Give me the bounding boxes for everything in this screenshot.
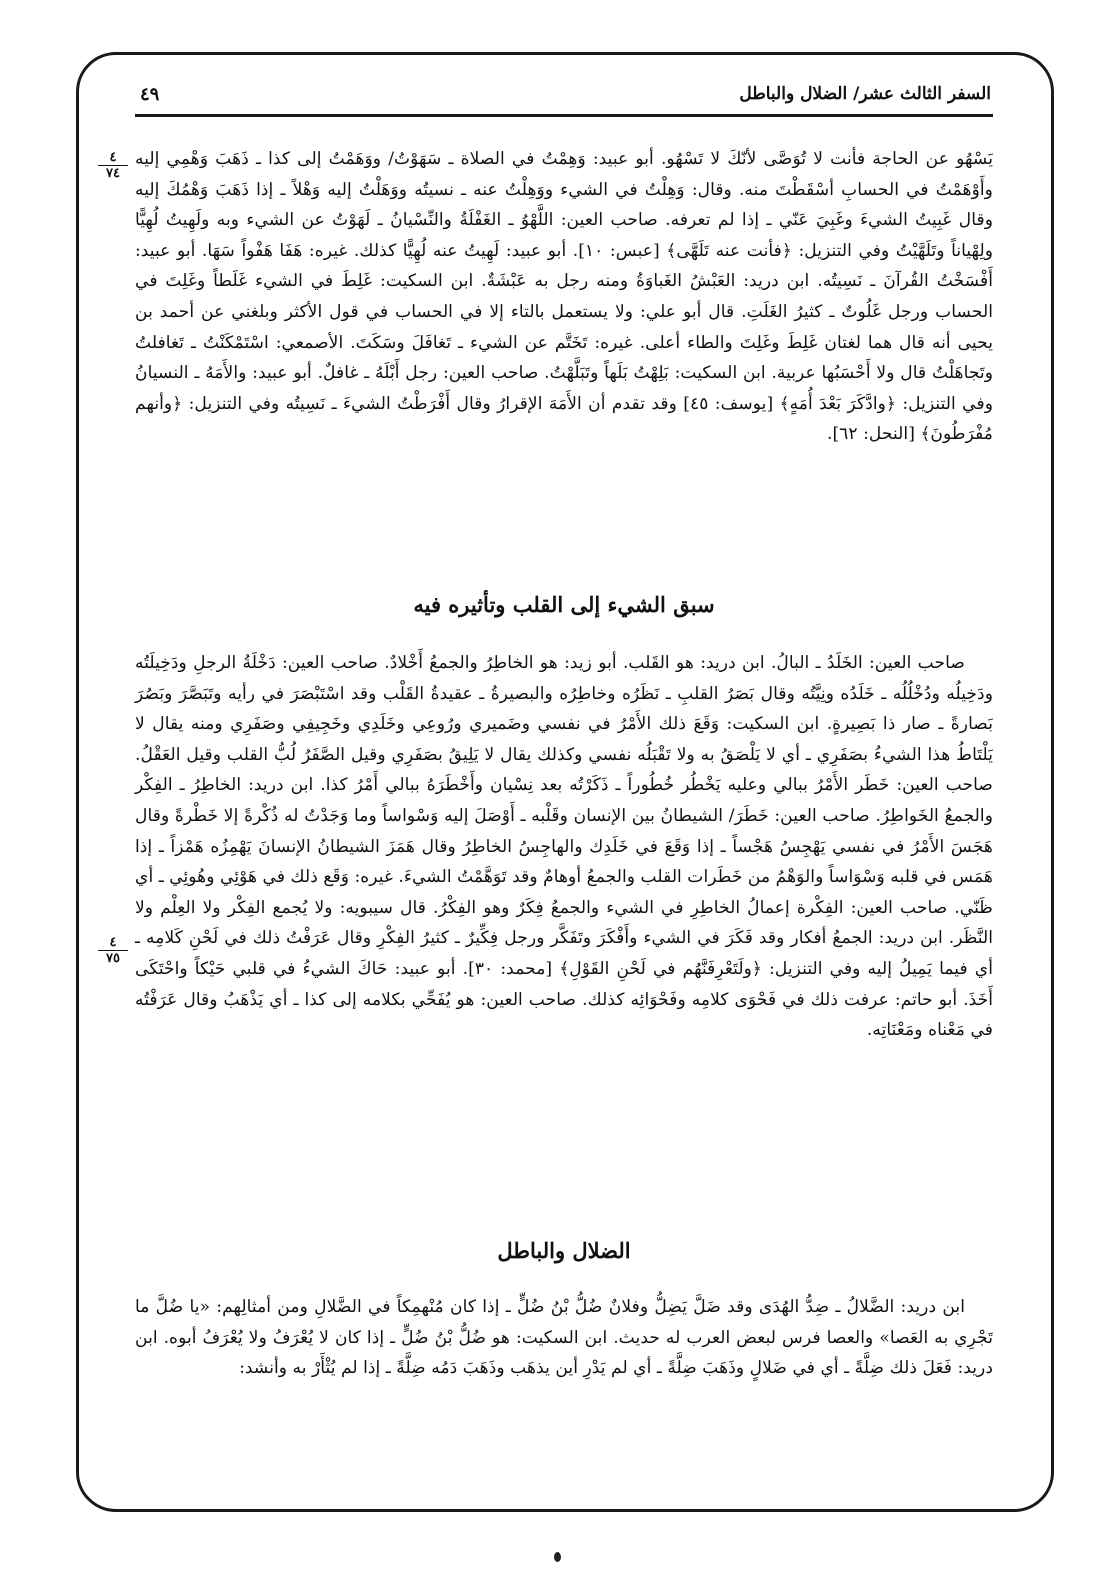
section-heading-1: سبق الشيء إلى القلب وتأثيره فيه	[413, 592, 715, 617]
margin-ref-1-num: ٤	[109, 150, 117, 165]
margin-reference-1	[98, 150, 128, 181]
margin-reference-2	[98, 935, 128, 966]
paragraph-text: يَسْهُو عن الحاجة فأنت لا تُوَصَّى لأنّكَ لا تَسْهُو. أبو عبيد: وَهِمْتُ في الصلاة ـ سَهَوْتُ/ ووَهَمْتُ إلى كذا ـ ذَهَبَ وَهْمِي إليه وأَوْهَمْتُ في الحسابِ أسْقَطْتَ منه. وقال: وَهِلْتُ في الشيء ووَهِلْتُ عنه ـ نسيتُه ووَهَلْتُ إليه وَهْلاً ـ إذا ذَهَبَ وَهْمُكَ إليه وقال غَبِيتُ الشيءَ وغَبِيَ عَنّي ـ إذا لم تعرفه. صاحب العين: اللَّهْوُ ـ الغَفْلَةُ والنِّسْيانُ ـ لَهَوْتُ عن الشيء وبه ولَهِيتُ لُهِيًّا ولِهْياناً وتَلَهَّيْتُ وفي التنزيل: ﴿فأنت عنه تَلَهَّى﴾ [عبس: ١٠]. أبو عبيد: لَهِيتُ عنه لُهِيًّا كذلك. غيره: هَفَا هَفْواً سَهَا. أبو عبيد: أَفْسَخْتُ القُرآنَ ـ نَسِيتُه. ابن دريد: العَبْشُ الغَباوَةُ ومنه رجل به عَبْشَةٌ. ابن السكيت: غَلِطَ في الشيء غَلَطاً وغَلِتَ في الحساب ورجل غَلُوتٌ ـ كثيرُ الغَلَتِ. قال أبو علي: ولا يستعمل بالتاء إلا في الحساب في قول الأكثر وبلغني عن أحمد بن يحيى أنه قال هما لغتان غَلِطَ وغَلِتَ والطاء أعلى. غيره: تَخَتَّم عن الشيء ـ تَغافَلَ وسَكَتَ. الأصمعي: اسْتَمْكَنْتُ ـ تَغافلتُ وتَجاهَلْتُ قال ولا أَحْسَبُها عربية. ابن السكيت: بَلِهْتُ بَلَهاً وتَبَلَّهْتُ. صاحب العين: رجل أَبْلَهُ ـ غافلٌ. أبو عبيد: والأَمَهُ ـ النسيانُ وفي التنزيل: ﴿وادَّكَرَ بَعْدَ أُمَهٍ﴾ [يوسف: ٤٥] وقد تقدم أن الأَمَهَ الإقرارُ وقال أَفْرَطْتُ الشيءَ ـ نَسِيتُه وفي التنزيل: ﴿وأنهم مُفْرَطُونَ﴾ [النحل: ٦٢].	[135, 149, 994, 445]
ink-mark	[554, 1552, 561, 1562]
header-rule	[135, 114, 993, 117]
paragraph-text: صاحب العين: الخَلَدُ ـ البالُ. ابن دريد: هو القَلب. أبو زيد: هو الخاطِرُ والجمعُ أَخْلادٌ. صاحب العين: دَخْلَةُ الرجلِ ودَخِيلَتُه ودَخِيلُه ودُخْلُلُه ـ خَلَدُه ونِيَّتُه وقال بَصَرُ القلبِ ـ نَظَرُه وخاطِرُه والبصيرةُ ـ عقيدةُ القَلْب وقد اسْتَبْصَرَ في رأيه وتَبَصَّرَ وبَصُرَ بَصارةً ـ صار ذا بَصِيرةٍ. ابن السكيت: وَقَعَ ذلك الأَمْرُ في نفسي وضَميري ورُوعِي وخَلَدِي وخَجِيفِي وصَفَرِي ومنه يقال لا يَلْتَاطُ هذا الشيءُ بصَفَرِي ـ أي لا يَلْصَقُ به ولا تَقْبَلُه نفسي وكذلك يقال لا يَلِيقُ بصَفَرِي وقيل الصَّفَرُ لُبُّ القلب وقيل العَقْلُ. صاحب العين: خَطَر الأَمْرُ ببالي وعليه يَخْطُر خُطُوراً ـ ذَكَرْتُه بعد نِسْيان وأَخْطَرَهُ ببالي أَمْرُ كذا. ابن دريد: الخاطِرُ ـ الفِكْر والجمعُ الخَواطِرُ. صاحب العين: خَطَرَ/ الشيطانُ بين الإنسان وقَلْبه ـ أَوْصَلَ إليه وَسْواساً وما وَجَدْتُ له ذُكْرةً إلا خَطْرةً وقال هَجَسَ الأَمْرُ في نفسي يَهْجِسُ هَجْساً ـ إذا وَقَعَ في خَلَدِك والهاجِسُ الخاطِرُ وقال هَمَزَ الشيطانُ الإنسانَ يَهْمِزُه هَمْزاً ـ إذا هَمَس في قلبه وَسْوَاساً والوَهْمُ من خَطَرات القلب والجمعُ أوهامٌ وقد تَوَهَّمْتُ الشيءَ. غيره: وَقَع ذلك في هَوْئِي وهُوئِي ـ أي ظَنّي. صاحب العين: الفِكْرة إعمالُ الخاطِرِ في الشيء والجمعُ فِكَرٌ وهو الفِكْرُ. قال سيبويه: ولا يُجمع الفِكْر ولا العِلْم ولا النَّظَر. ابن دريد: الجمعُ أفكار وقد فَكَرَ في الشيء وأَفْكَرَ وتَفَكَّر ورجل فِكِّيرٌ ـ كثيرُ الفِكْرِ وقال عَرَفْتُ ذلك في لَحْنِ كَلامِه ـ أي فيما يَمِيلُ إليه وفي التنزيل: ﴿ولَتَعْرِفَنَّهُم في لَحْنِ القَوْلِ﴾ [محمد: ٣٠]. أبو عبيد: حَاكَ الشيءُ في قلبي حَيْكاً واحْتَكَى أَخَذَ. أبو حاتم: عرفت ذلك في فَحْوَى كلامِه وفَحْوَائِه كذلك. صاحب العين: هو يُفَحِّي بكلامه إلى كذا ـ أي يَذْهَبُ وقال عَرَفْتُه في مَعْناه ومَعْنَاتِه.	[135, 653, 993, 1041]
section-2-body	[135, 1292, 993, 1384]
margin-ref-1-den: ٧٤	[98, 165, 128, 181]
margin-ref-2-den: ٧٥	[98, 950, 128, 966]
section-heading-2: الضلال والباطل	[497, 1238, 631, 1263]
page-number: ٤٩	[140, 84, 160, 105]
top-paragraph	[135, 144, 993, 450]
running-title: السفر الثالث عشر/ الضلال والباطل	[739, 84, 991, 104]
section-1-body	[135, 648, 993, 1046]
margin-ref-2-num: ٤	[109, 935, 117, 950]
paragraph-text: ابن دريد: الضَّلالُ ـ ضِدُّ الهُدَى وقد ضَلَّ يَضِلُّ وفلانٌ ضُلُّ بْنُ ضُلٍّ ـ إذا كان مُنْهمِكاً في الضَّلالِ ومن أمثالِهم: «يا ضُلَّ ما تَجْرِي به العَصا» والعصا فرس لبعض العرب له حديث. ابن السكيت: هو ضُلُّ بْنُ ضُلٍّ ـ إذا كان لا يُعْرَفُ ولا يُعْرَفُ أبوه. ابن دريد: فَعَلَ ذلك ضِلَّةً ـ أي في ضَلالٍ وذَهَبَ ضِلَّةً ـ أي لم يَدْرِ أين يذهَب وذَهَبَ دَمُه ضِلَّةً ـ إذا لم يُثْأَرْ به وأنشد:	[135, 1297, 993, 1379]
